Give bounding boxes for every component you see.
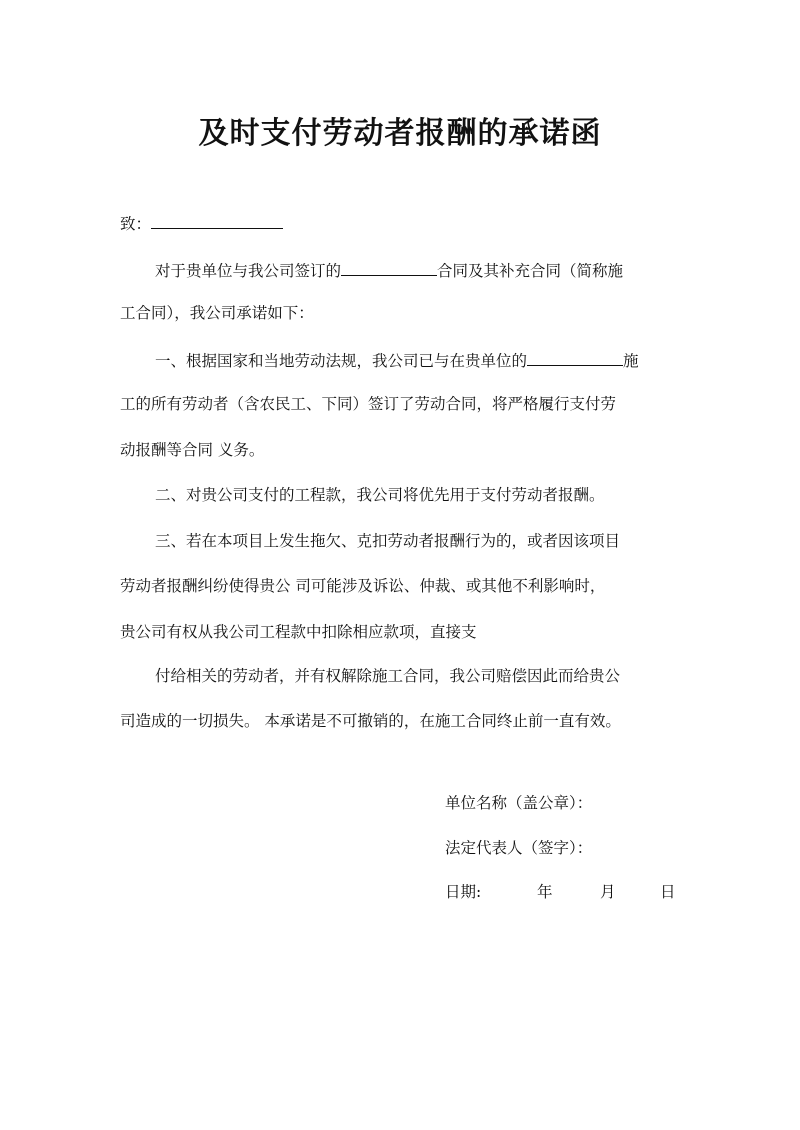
item-3-line-2: 劳动者报酬纠纷使得贵公 司可能涉及诉讼、仲裁、或其他不利影响时，	[120, 577, 606, 595]
date-label: 日期:	[445, 883, 482, 901]
item-1-suffix: 施	[623, 352, 639, 370]
company-seal-label: 单位名称（盖公章）：	[445, 794, 593, 812]
item-1-line-3: 动报酬等合同 义务。	[120, 441, 265, 459]
date-month-label: 月	[600, 883, 616, 901]
item-3-line-4: 付给相关的劳动者，并有权解除施工合同，我公司赔偿因此而给贵公	[155, 667, 621, 685]
salutation-label: 致：	[120, 215, 152, 233]
document-title: 及时支付劳动者报酬的承诺函	[198, 116, 602, 151]
contract-name-blank	[341, 259, 437, 276]
item-3-line-1: 三、若在本项目上发生拖欠、克扣劳动者报酬行为的，或者因该项目	[155, 532, 621, 550]
representative-sign-label: 法定代表人（签字）：	[445, 839, 593, 857]
paragraph-1-prefix: 对于贵单位与我公司签订的	[155, 262, 342, 280]
item-1-line-2: 工的所有劳动者（含农民工、下同）签订了劳动合同，将严格履行支付劳	[120, 395, 617, 413]
item-1-line-1	[155, 349, 639, 371]
paragraph-1-line-2: 工合同），我公司承诺如下：	[120, 304, 314, 322]
item-3-line-3: 贵公司有权从我公司工程款中扣除相应款项，直接支	[120, 623, 477, 641]
date-day-label: 日	[660, 883, 676, 901]
salutation-line	[120, 212, 283, 234]
item-1-prefix: 一、根据国家和当地劳动法规，我公司已与在贵单位的	[155, 352, 528, 370]
paragraph-1-suffix: 合同及其补充合同（简称施	[437, 262, 624, 280]
date-year-label: 年	[537, 883, 553, 901]
project-name-blank	[527, 349, 623, 366]
item-2-line: 二、对贵公司支付的工程款，我公司将优先用于支付劳动者报酬。	[155, 486, 605, 504]
paragraph-1-line-1	[155, 259, 623, 281]
recipient-blank	[151, 212, 283, 229]
item-3-line-5: 司造成的一切损失。 本承诺是不可撤销的，在施工合同终止前一直有效。	[120, 712, 621, 730]
